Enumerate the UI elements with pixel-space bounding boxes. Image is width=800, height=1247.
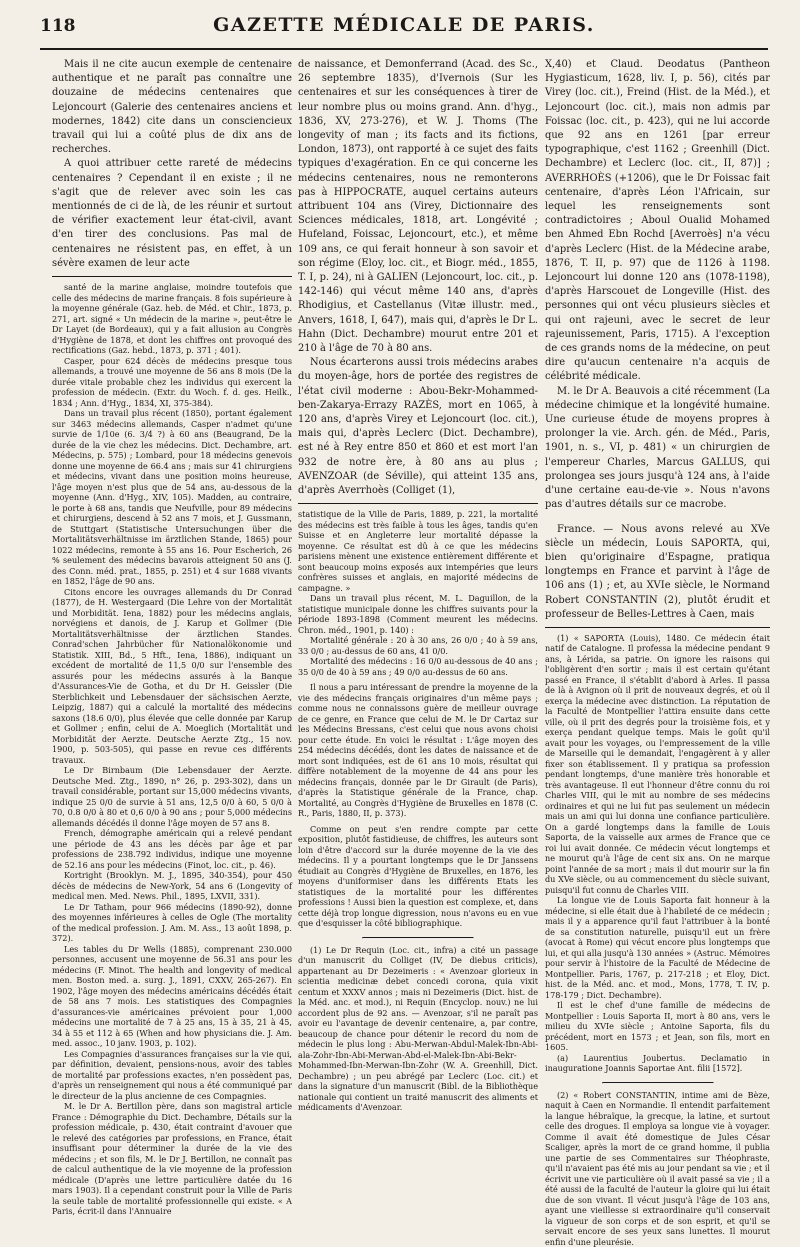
footnote-paragraph: Mortalité des médecins : 16 0/0 au-dessous de 40 ans ; 35 0/0 de 40 à 59 ans ; 49 0/0 au-dessus de 60 ans. [298, 656, 538, 677]
footnote-paragraph: (1) « SAPORTA (Louis), 1480. Ce médecin était natif de Catalogne. Il professa la médecine pendant 9 ans, à Lérida, sa patrie. On ignore les raisons qui l'obligèrent d'en sortir ; mais il est certain qu'étant passé en France, il s'établit d'abord à Arles. Il passa de là à Avignon où il prit de nouveaux degrés, et où il exerça la médecine avec distinction. La réputation de la Faculté de Montpellier l'attira ensuite dans cette ville, où il prit des degrés pour la troisième fois, et y exerça pendant quelque temps. Mais le goût qu'il avait pour les voyages, ou l'empressement de la ville de Marseille qui le demandait, l'engagèrent à y aller fixer son établissement. Il y pratiqua sa profession pendant longtemps, d'une manière très honorable et très avantageuse. Il eut l'honneur d'être connu du roi Charles VIII, qui le mit au nombre de ses médecins ordinaires et qui ne lui fut pas seulement un médecin mais un ami qui lui donna une confiance particulière. On a gardé longtemps dans la famille de Louis Saporta, de la vaisselle aux armes de France que ce roi lui avait donnée. Ce médecin vécut longtemps et ne mourut qu'à l'âge de cent six ans. On ne marque point l'année de sa mort ; mais il dut mourir sur la fin du XVe siècle, ou au commencement du siècle suivant, puisqu'il fut connu de Charles VIII. [545, 632, 770, 895]
footnote-paragraph: French, démographe américain qui a relevé pendant une période de 43 ans les décès par âge et par professions de 238.792 individus, indique une moyenne de 52.16 ans pour les médecins (Finot, loc. cit., p. 46). [52, 828, 292, 870]
footnote-paragraph: Le Dr Tatham, pour 966 médecins (1890-92), donne des moyennes inférieures à celles de Ogle (The mortality of the medical profession. J. Am. M. Ass., 13 août 1898, p. 372). [52, 901, 292, 944]
footnote-separator [362, 937, 474, 939]
footnote-paragraph: Comme on peut s'en rendre compte par cette exposition, plutôt fastidieuse, de chiffres, les auteurs sont loin d'être d'accord sur la durée moyenne de la vie des médecins. Il y a pourtant longtemps que le Dr Janssens étudiait au Congrès d'Hygiène de Bruxelles, en 1876, les moyens d'uniformiser dans les différents Etats les statistiques de la mortalité pour les différentes professions ! Aussi bien la question est complexe, et, dans cette déjà trop longue digression, nous n'avons eu en vue que d'esquisser la côté bibliographique. [298, 823, 538, 929]
footnote-rule [545, 627, 770, 628]
footnote-separator [602, 1082, 714, 1084]
footnote-paragraph: Les tables du Dr Wells (1885), comprenant 230.000 personnes, accusent une moyenne de 56.31 ans pour les médecins (F. Minot. The health and longevity of medical men. Boston med. a. surg. J., 1891, CXXV, 265-267). En 1902, l'âge moyen des médecins américains décédés était de 58 ans 7 mois. Les statistiques des Compagnies d'assurances-vie américaines prévoient pour 1,000 médecins une mortalité de 7 à 25 ans, 15 à 35, 21 à 45, 34 à 55 et 112 à 65 (When and how physicians die. J. Am. med. assoc., 10 janv. 1903, p. 102). [52, 943, 292, 1049]
footnote-paragraph: Il nous a paru intéressant de prendre la moyenne de la vie des médecins français originaires d'un même pays ; comme nous ne connaissons guère de meilleur ouvrage de ce genre, en France que celui de M. le Dr Cartaz sur les Médecins Bressans, c'est celui que nous avons choisi pour cette étude. En voici le résultat : L'âge moyen des 254 médecins décédés, dont les dates de naissance et de mort sont indiquées, est de 61 ans 10 mois, résultat qui diffère notablement de la moyenne de 44 ans pour les médecins français, donnée par le Dr Girault (de Paris), d'après la Statistique générale de la France, chap. Mortalité, au Congrès d'Hygiène de Bruxelles en 1878 (C. R., Paris, 1880, II, p. 373). [298, 682, 538, 819]
column-left [52, 58, 292, 1217]
footnote-paragraph: (2) « Robert CONSTANTIN, intime ami de Bèze, naquit à Caen en Normandie. Il entendit parfaitement la langue hébraïque, la grecque, la latine, et surtout celle des drogues. Il employa sa longue vie à voyager. Comme il avait été domestique de Jules César Scaliger, après la mort de ce grand homme, il publia une partie de ses Commentaires sur Théophraste, qu'il n'avaient pas été mis au jour pendant sa vie ; et il écrivit une vie particulière où il avait passé sa vie ; il a été aussi de la faculté de l'auteur la gloire qui lui était due de son vivant. Il vécut jusqu'à l'âge de 103 ans, ayant une vieillesse si extraordinaire qu'il conservait la vigueur de son corps et de son esprit, et qu'il se servait encore de ses yeux sans lunettes. Il mourut enfin d'une pleurésie. [545, 1089, 770, 1247]
body-paragraph: France. — Nous avons relevé au XVe siècle un médecin, Louis SAPORTA, qui, bien qu'originaire d'Espagne, pratiqua longtemps en France et parvint à l'âge de 106 ans (1) ; et, au XVIe siècle, le Normand Robert CONSTANTIN (2), plutôt érudit et professeur de Belles-Lettres à Caen, mais [545, 523, 770, 620]
body-paragraph: A quoi attribuer cette rareté de médecins centenaires ? Cependant il en existe ; il ne s'agit que de relever avec soin les cas mentionnés de ci de là, de les réunir et surtout de vérifier exactement leur état-civil, avant d'en tirer des conclusions. Pas mal de centenaires ne résistent pas, en effet, à un sévère examen de leur acte [52, 158, 292, 269]
column-right [545, 58, 770, 1247]
footnote-paragraph: Citons encore les ouvrages allemands du Dr Conrad (1877), de H. Westergaard (Die Lehre von der Mortalität und Morbidität. Iena, 1882) pour les médecins anglais, norvégiens et danois, de J. Karup et Gollmer (Die Mortalitätsverhältnisse der ärztlichen Standes. Conrad'schen Jahrbücher für Nationalökonomie und Statistik. XIII, Bd., 5 Hft., Iena, 1886), indiquant un excédent de mortalité de 11,5 0/0 sur l'ensemble des assurés pour les médecins assurés à la Banque d'Assurances-Vie de Gotha, et du Dr H. Geissler (Die Sterblichkeit und Lebensdauer der sächsischen Aerzte, Leipzig, 1887) qui a calculé la mortalité des médecins saxons (18.6 0/0), plus élevée que celle donnée par Karup et Gollmer ; enfin, celui de A. Moeglich (Mortalität und Morbidität der Aerzte. Deutsche Aerzte Ztg., 15 nov. 1900, p. 503-505), qui passe en revue ces différents travaux. [52, 586, 292, 765]
journal-title: GAZETTE MÉDICALE DE PARIS. [213, 14, 595, 36]
body-paragraph: Mais il ne cite aucun exemple de centenaire authentique et ne paraît pas connaître une douzaine de médecins centenaires que Lejoncourt (Galerie des centenaires anciens et modernes, 1842) cite dans un consciencieux travail qui lui a coûté plus de dix ans de recherches. [52, 59, 292, 156]
footnote-paragraph: Les Compagnies d'assurances françaises sur la vie qui, par définition, devaient, pensions-nous, avoir des tables de mortalité par professions exactes, n'en possèdent pas, d'après un renseignement qui nous a été communiqué par le directeur de la plus ancienne de ces Compagnies. [52, 1048, 292, 1101]
footnote-paragraph: M. le Dr A. Bertillon père, dans son magistral article France : Démographie du Dict. Dechambre, Détails sur la profession médicale, p. 430, était contraint d'avouer que le relevé des catégories par professions, en France, était insuffisant pour déterminer la durée de la vie des médecins ; et son fils, M. le Dr J. Bertillon, ne connaît pas de calcul authentique de la vie moyenne de la profession médicale (D'après une lettre particulière datée du 16 mars 1903). Il a cependant construit pour la Ville de Paris la seule table de mortalité professionnelle qui existe. « A Paris, écrit-il dans l'Annuaire [52, 1101, 292, 1217]
footnote-paragraph: Kortright (Brooklyn. M. J., 1895, 340-354), pour 450 décès de médecins de New-York, 54 ans 6 (Longevity of medical men. Med. News. Phil., 1895, LXVII, 331). [52, 870, 292, 902]
page-number: 118 [40, 16, 76, 36]
footnote-paragraph: santé de la marine anglaise, moindre toutefois que celle des médecins de marine français. 8 fois supérieure à la moyenne générale (Gaz. heb. de Méd. et Chir., 1873, p. 271, art. signé « Un médecin de la marine », peut-être le Dr Layet (de Bordeaux), qui y a fait allusion au Congrès d'Hygiène de 1878, et dont les chiffres ont provoqué des rectifications (Gaz. hebd., 1873, p. 371 ; 401). [52, 282, 292, 356]
body-paragraph: M. le Dr A. Beauvois a cité récemment (La médecine chimique et la longévité humaine. Une curieuse étude de moyens propres à prolonger la vie. Arch. gén. de Méd., Paris, 1901, n. s., VI, p. 481) « un chirurgien de l'empereur Charles, Marcus GALLUS, qui prolongea ses jours jusqu'à 124 ans, à l'aide d'une certaine eau-de-vie ». Nous n'avons pas d'autres détails sur ce macrobe. [545, 385, 770, 511]
body-paragraph: de naissance, et Demonferrand (Acad. des Sc., 26 septembre 1835), d'Ivernois (Sur les centenaires et sur les conséquences à tirer de leur nombre plus ou moins grand. Ann. d'hyg., 1836, XV, 273-276), et W. J. Thoms (The longevity of man ; its facts and its fictions, London, 1873), ont rapporté à ce sujet des faits typiques d'exagération. En ce qui concerne les médecins centenaires, nous ne remonterons pas à HIPPOCRATE, auquel certains auteurs attribuent 104 ans (Virey, Dictionnaire des Sciences médicales, 1818, art. Longévité ; Hufeland, Foissac, Lejoncourt, etc.), et même 109 ans, ce qui ferait honneur à son savoir et son régime (Eloy, loc. cit., et Biogr. méd., 1855, T. I, p. 24), ni à GALIEN (Lejoncourt, loc. cit., p. 142-146) qui vécut même 140 ans, d'après Rhodigius, et Castellanus (Vitæ illustr. med., Anvers, 1618, I, 647), mais qui, d'après le Dr L. Hahn (Dict. Dechambre) mourut entre 201 et 210 à l'âge de 70 à 80 ans. [298, 59, 538, 355]
page-header [40, 14, 768, 50]
footnote-rule [52, 276, 292, 277]
column-middle [298, 58, 538, 1113]
body-paragraph: X,40) et Claud. Deodatus (Pantheon Hygiasticum, 1628, liv. I, p. 56), cités par Virey (loc. cit.), Freind (Hist. de la Méd.), et Lejoncourt (loc. cit.), mais non admis par Foissac (loc. cit., p. 423), qui ne lui accorde que 92 ans en 1261 [par erreur typographique, c'est 1162 ; Greenhill (Dict. Dechambre) et Leclerc (loc. cit., II, 87)] ; AVERRHOÈS (+1206), que le Dr Foissac fait centenaire, d'après Léon l'Africain, sur lequel les renseignements sont contradictoires ; Aboul Oualid Mohamed ben Ahmed Ebn Rochd [Averroès] n'a vécu d'après Leclerc (Hist. de la Médecine arabe, 1876, T. II, p. 97) que de 1126 à 1198. Lejoncourt lui donne 120 ans (1078-1198), d'après Harscouet de Longeville (Hist. des personnes qui ont vécu plusieurs siècles et qui ont rajeuni, avec le secret de leur rajeunissement, Paris, 1715). A l'exception de ces grands noms de la médecine, on peut dire qu'aucun centenaire n'a acquis de célébrité médicale. [545, 59, 770, 383]
body-paragraph: Nous écarterons aussi trois médecins arabes du moyen-âge, hors de portée des registres de l'état civil moderne : Abou-Bekr-Mohammed-ben-Zakarya-Errazy RAZÈS, mort en 1065, à 120 ans, d'après Virey et Lejoncourt (loc. cit.), mais qui, d'après Leclerc (Dict. Dechambre), est né à Rey entre 850 et 860 et est mort l'an 932 de notre ère, à 80 ans au plus ; AVENZOAR (de Séville), qui atteint 135 ans, d'après Averrhoès (Colliget (1), [298, 357, 538, 497]
footnote-paragraph: Dans un travail plus récent (1850), portant également sur 3463 médecins allemands, Casper n'admet qu'une survie de 1/10e (6. 3/4 ?) à 60 ans (Beaugrand, De la durée de la vie chez les médecins. Dict. Dechambre, art. Médecins, p. 575) ; Lombard, pour 18 médecins genevois donne une moyenne de 66.4 ans ; mais sur 41 chirurgiens et médecins, vivant dans une position moins heureuse, l'âge moyen n'est plus que de 54 ans, au-dessous de la moyenne (Ann. d'Hyg., XIV, 105). Madden, au contraire, le porte à 68 ans, tandis que Neufville, pour 89 médecins et chirurgiens, descend à 52 ans 7 mois, et J. Gussmann, de Stuttgart (Statistische Untersuchungen über die Mortalitätsverhältnisse im ärztlichen Stande, 1865) pour 1022 médecins, remonte à 55 ans 16. Pour Escherich, 26 % seulement des médecins bavarois atteignent 50 ans (J. des Conn. méd. prat., 1855, p. 251) et 4 sur 1688 vivants en 1852, l'âge de 90 ans. [52, 408, 292, 587]
footnote-paragraph: (a) Laurentius Joubertus. Declamatio in inauguratione Joannis Saportae Ant. filii [1572]. [545, 1052, 770, 1074]
footnote-paragraph: Il est le chef d'une famille de médecins de Montpellier : Louis Saporta II, mort à 80 ans, vers le milieu du XVIe siècle ; Antoine Saporta, fils du précédent, mort en 1573 ; et Jean, son fils, mort en 1605. [545, 1000, 770, 1053]
footnote-paragraph: Casper, pour 624 décès de médecins presque tous allemands, a trouvé une moyenne de 56 ans 8 mois (De la durée vitale probable chez les individus qui exercent la profession de médecin. (Extr. du Woch. f. d. ges. Heilk., 1834 ; Ann. d'Hyg., 1834, XI, 375-384). [52, 355, 292, 408]
footnote-paragraph: Dans un travail plus récent, M. L. Daguillon, de la statistique municipale donne les chiffres suivants pour la période 1893-1898 (Comment meurent les médecins. Chron. méd., 1901, p. 140) : [298, 593, 538, 635]
footnote-paragraph: La longue vie de Louis Saporta fait honneur à la médecine, si elle était due à l'habileté de ce médecin ; mais il y a apparence qu'il faut l'attribuer à la bonté de sa constitution naturelle, puisqu'il eut un frère (avocat à Rome) qui vécut encore plus longtemps que lui, et qui alla jusqu'à 130 années » (Astruc. Mémoires pour servir à l'histoire de la Faculté de Médecine de Montpellier. Paris, 1767, p. 217-218 ; et Eloy, Dict. hist. de la Méd. anc. et mod., Mons, 1778, T. IV, p. 178-179 ; Dict. Dechambre). [545, 895, 770, 1000]
footnote-rule [298, 503, 538, 504]
footnote-paragraph: statistique de la Ville de Paris, 1889, p. 221, la mortalité des médecins est très faible à tous les âges, tandis qu'en Suisse et en Angleterre leur mortalité dépasse la moyenne. Ce résultat est dû à ce que les médecins parisiens mènent une existence entièrement différente et sont beaucoup moins exposés aux intempéries que leurs confrères suisses et anglais, en majorité médecins de campagne. » [298, 509, 538, 593]
footnote-paragraph: Mortalité générale : 20 à 30 ans, 26 0/0 ; 40 à 59 ans, 33 0/0 ; au-dessus de 60 ans, 41 0/0. [298, 635, 538, 656]
footnote-paragraph: Le Dr Birnbaum (Die Lebensdauer der Aerzte. Deutsche Med. Ztg., 1890, n° 26, p. 293-302), dans un travail considérable, portant sur 15,000 médecins vivants, indique 25 0/0 de survie à 51 ans, 12,5 0/0 à 60, 5 0/0 à 70, 0.8 0/0 à 80 et 0,6 0/0 à 90 ans ; pour 5,000 médecins allemands décédés il donne l'âge moyen de 57 ans 8. [52, 765, 292, 828]
footnote-paragraph: (1) Le Dr Requin (Loc. cit., infra) a cité un passage d'un manuscrit du Colliget (IV, De diebus criticis), appartenant au Dr Dezeimeris : « Avenzoar glorieux in scientia medicinæ debet concedi corona, quia vixit centum et XXXV annos ; mais ni Dezeimeris (Dict. hist. de la Méd. anc. et mod.), ni Requin (Encyclop. nouv.) ne lui accordent plus de 92 ans. — Avenzoar, s'il ne paraît pas avoir eu l'avantage de devenir centenaire, a, par contre, beaucoup de chance pour détenir le record du nom de médecin le plus long : Abu-Merwan-Abdul-Malek-Ibn-Abi-ala-Zohr-Ibn-Abi-Merwan-Abd-el-Malek-Ibn-Abi-Bekr-Mohammed-Ibn-Merwan-Ibn-Zohr (W. A. Greenhill, Dict. Dechambre) ; un peu abrégé par Leclerc (Loc. cit.) et dans la signature d'un manuscrit (Bibl. de la Bibliothèque nationale qui contient un traité manuscrit des aliments et médicaments d'Avenzoar. [298, 944, 538, 1113]
